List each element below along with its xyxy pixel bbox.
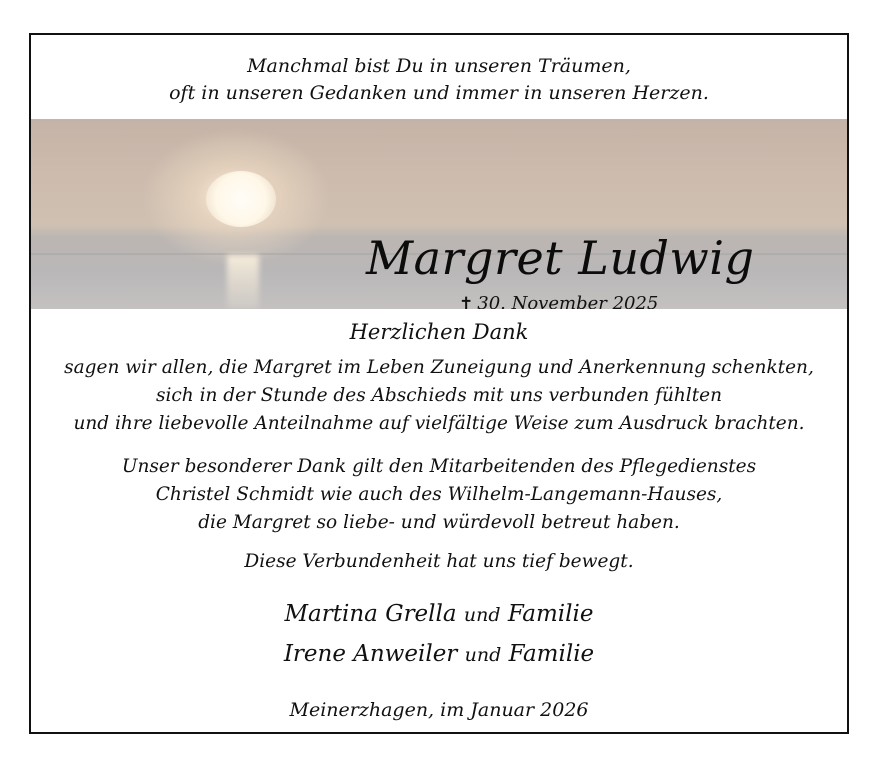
paragraph-line: Unser besonderer Dank gilt den Mitarbeitenden des Pflegedienstes [121,456,757,477]
signature-line [31,641,847,667]
signature-name: Irene Anweiler [283,641,458,667]
signature-name: Martina Grella [284,601,457,627]
paragraph-line: die Margret so liebe- und würdevoll betreut haben. [198,512,680,533]
thanks-heading: Herzlichen Dank [349,320,529,344]
sun-reflection [227,255,259,309]
death-date [459,293,658,309]
sun [206,171,276,227]
death-date-text: 30. November 2025 [477,293,659,309]
verse-line: Manchmal bist Du in unseren Träumen, [247,55,631,77]
place-and-date: Meinerzhagen, im Januar 2026 [289,699,589,721]
signature-connector: und [464,644,502,666]
signature-suffix: Familie [508,641,595,667]
thanks-paragraph-1 [31,354,847,438]
memorial-verse [31,53,847,107]
obituary-card [29,33,849,734]
verse-line: oft in unseren Gedanken und immer in unseren Herzen. [169,82,709,104]
paragraph-line: sich in der Stunde des Abschieds mit uns verbunden fühlten [156,385,722,406]
signature-connector: und [463,604,501,626]
sunset-banner-image [31,119,847,309]
paragraph-line: und ihre liebevolle Anteilnahme auf vielfältige Weise zum Ausdruck brachten. [73,413,805,434]
paragraph-line: Christel Schmidt wie auch des Wilhelm-Langemann-Hauses, [155,484,723,505]
paragraph-line: sagen wir allen, die Margret im Leben Zuneigung und Anerkennung schenkten, [64,357,814,378]
signature-suffix: Familie [507,601,594,627]
signature-line [31,601,847,627]
thanks-paragraph-2 [31,453,847,537]
cross-icon: ✝ [459,294,474,309]
deceased-name: Margret Ludwig [366,231,755,285]
thanks-paragraph-3: Diese Verbundenheit hat uns tief bewegt. [244,551,634,572]
